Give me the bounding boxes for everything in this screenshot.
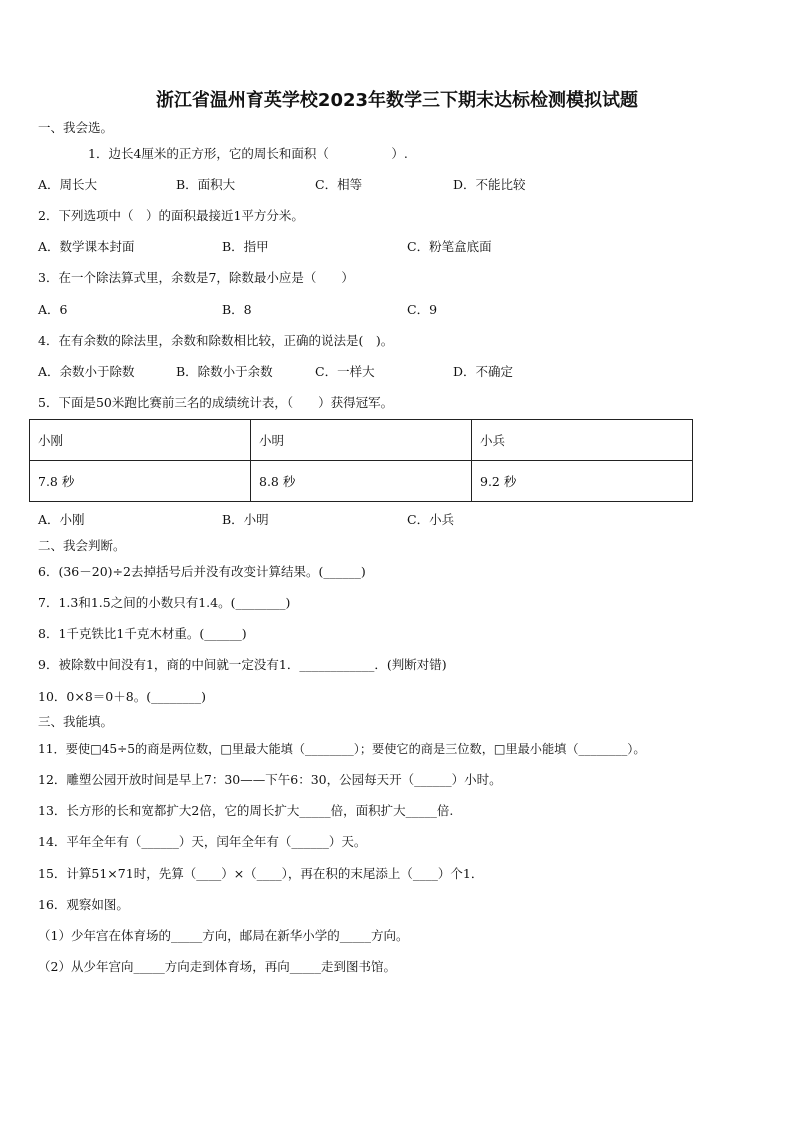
q2-option-b[interactable]: B．指甲 — [222, 239, 269, 254]
q4-option-a[interactable]: A．余数小于除数 — [38, 364, 135, 379]
race-results-table — [29, 419, 693, 502]
table-row — [30, 461, 693, 502]
q5-option-b[interactable]: B．小明 — [222, 512, 269, 527]
q4-option-c[interactable]: C．一样大 — [315, 364, 375, 379]
q1-option-a[interactable]: A．周长大 — [38, 177, 98, 192]
table-row — [30, 420, 693, 461]
section-heading-judge: 二、我会判断。 — [38, 538, 126, 553]
q1-option-d[interactable]: D．不能比较 — [453, 177, 526, 192]
question-12: 12．雕塑公园开放时间是早上7：30——下午6：30，公园每天开（______）小时。 — [38, 772, 502, 787]
question-2: 2．下列选项中（ ）的面积最接近1平方分米。 — [38, 208, 304, 223]
question-7: 7．1.3和1.5之间的小数只有1.4。(________) — [38, 595, 291, 610]
question-8: 8．1千克铁比1千克木材重。(______) — [38, 626, 247, 641]
q2-option-c[interactable]: C．粉笔盒底面 — [407, 239, 492, 254]
question-14: 14．平年全年有（______）天，闰年全年有（______）天。 — [38, 834, 367, 849]
table-cell-time: 7.8 秒 — [30, 461, 251, 502]
question-15: 15．计算51×71时，先算（____）×（____），再在积的末尾添上（____）个1． — [38, 866, 484, 881]
question-10: 10．0×8＝0＋8。(________) — [38, 689, 206, 704]
table-cell-name: 小刚 — [30, 420, 251, 461]
q1-option-c[interactable]: C．相等 — [315, 177, 363, 192]
question-9: 9．被除数中间没有1，商的中间就一定没有1．____________．(判断对错) — [38, 657, 447, 672]
q4-option-b[interactable]: B．除数小于余数 — [176, 364, 273, 379]
table-cell-name: 小明 — [251, 420, 472, 461]
table-cell-name: 小兵 — [472, 420, 693, 461]
q5-option-a[interactable]: A．小刚 — [38, 512, 85, 527]
q4-option-d[interactable]: D．不确定 — [453, 364, 514, 379]
question-4: 4．在有余数的除法里，余数和除数相比较，正确的说法是( )。 — [38, 333, 394, 348]
question-16-part-1: （1）少年宫在体育场的_____方向，邮局在新华小学的_____方向。 — [38, 928, 409, 943]
q1-option-b[interactable]: B．面积大 — [176, 177, 236, 192]
table-cell-time: 9.2 秒 — [472, 461, 693, 502]
section-heading-fill: 三、我能填。 — [38, 714, 114, 729]
section-heading-choice: 一、我会选。 — [38, 120, 114, 135]
table-cell-time: 8.8 秒 — [251, 461, 472, 502]
page-title: 浙江省温州育英学校2023年数学三下期末达标检测模拟试题 — [155, 90, 639, 111]
question-13: 13．长方形的长和宽都扩大2倍，它的周长扩大_____倍，面积扩大_____倍. — [38, 803, 454, 818]
question-11: 11．要使□45÷5的商是两位数，□里最大能填（________）；要使它的商是三位数，□里最小能填（________）。 — [38, 742, 646, 756]
q3-option-b[interactable]: B．8 — [222, 302, 252, 317]
question-16-part-2: （2）从少年宫向_____方向走到体育场，再向_____走到图书馆。 — [38, 959, 396, 974]
question-1: 1．边长4厘米的正方形，它的周长和面积（ ）. — [88, 146, 408, 161]
question-3: 3．在一个除法算式里，余数是7，除数最小应是（ ） — [38, 270, 354, 285]
question-16: 16．观察如图。 — [38, 897, 129, 912]
q5-option-c[interactable]: C．小兵 — [407, 512, 455, 527]
q2-option-a[interactable]: A．数学课本封面 — [38, 239, 135, 254]
question-5: 5．下面是50米跑比赛前三名的成绩统计表，（ ）获得冠军。 — [38, 395, 394, 410]
q3-option-a[interactable]: A．6 — [38, 302, 68, 317]
question-6: 6．(36－20)÷2去掉括号后并没有改变计算结果。(______) — [38, 564, 366, 579]
q3-option-c[interactable]: C．9 — [407, 302, 438, 317]
